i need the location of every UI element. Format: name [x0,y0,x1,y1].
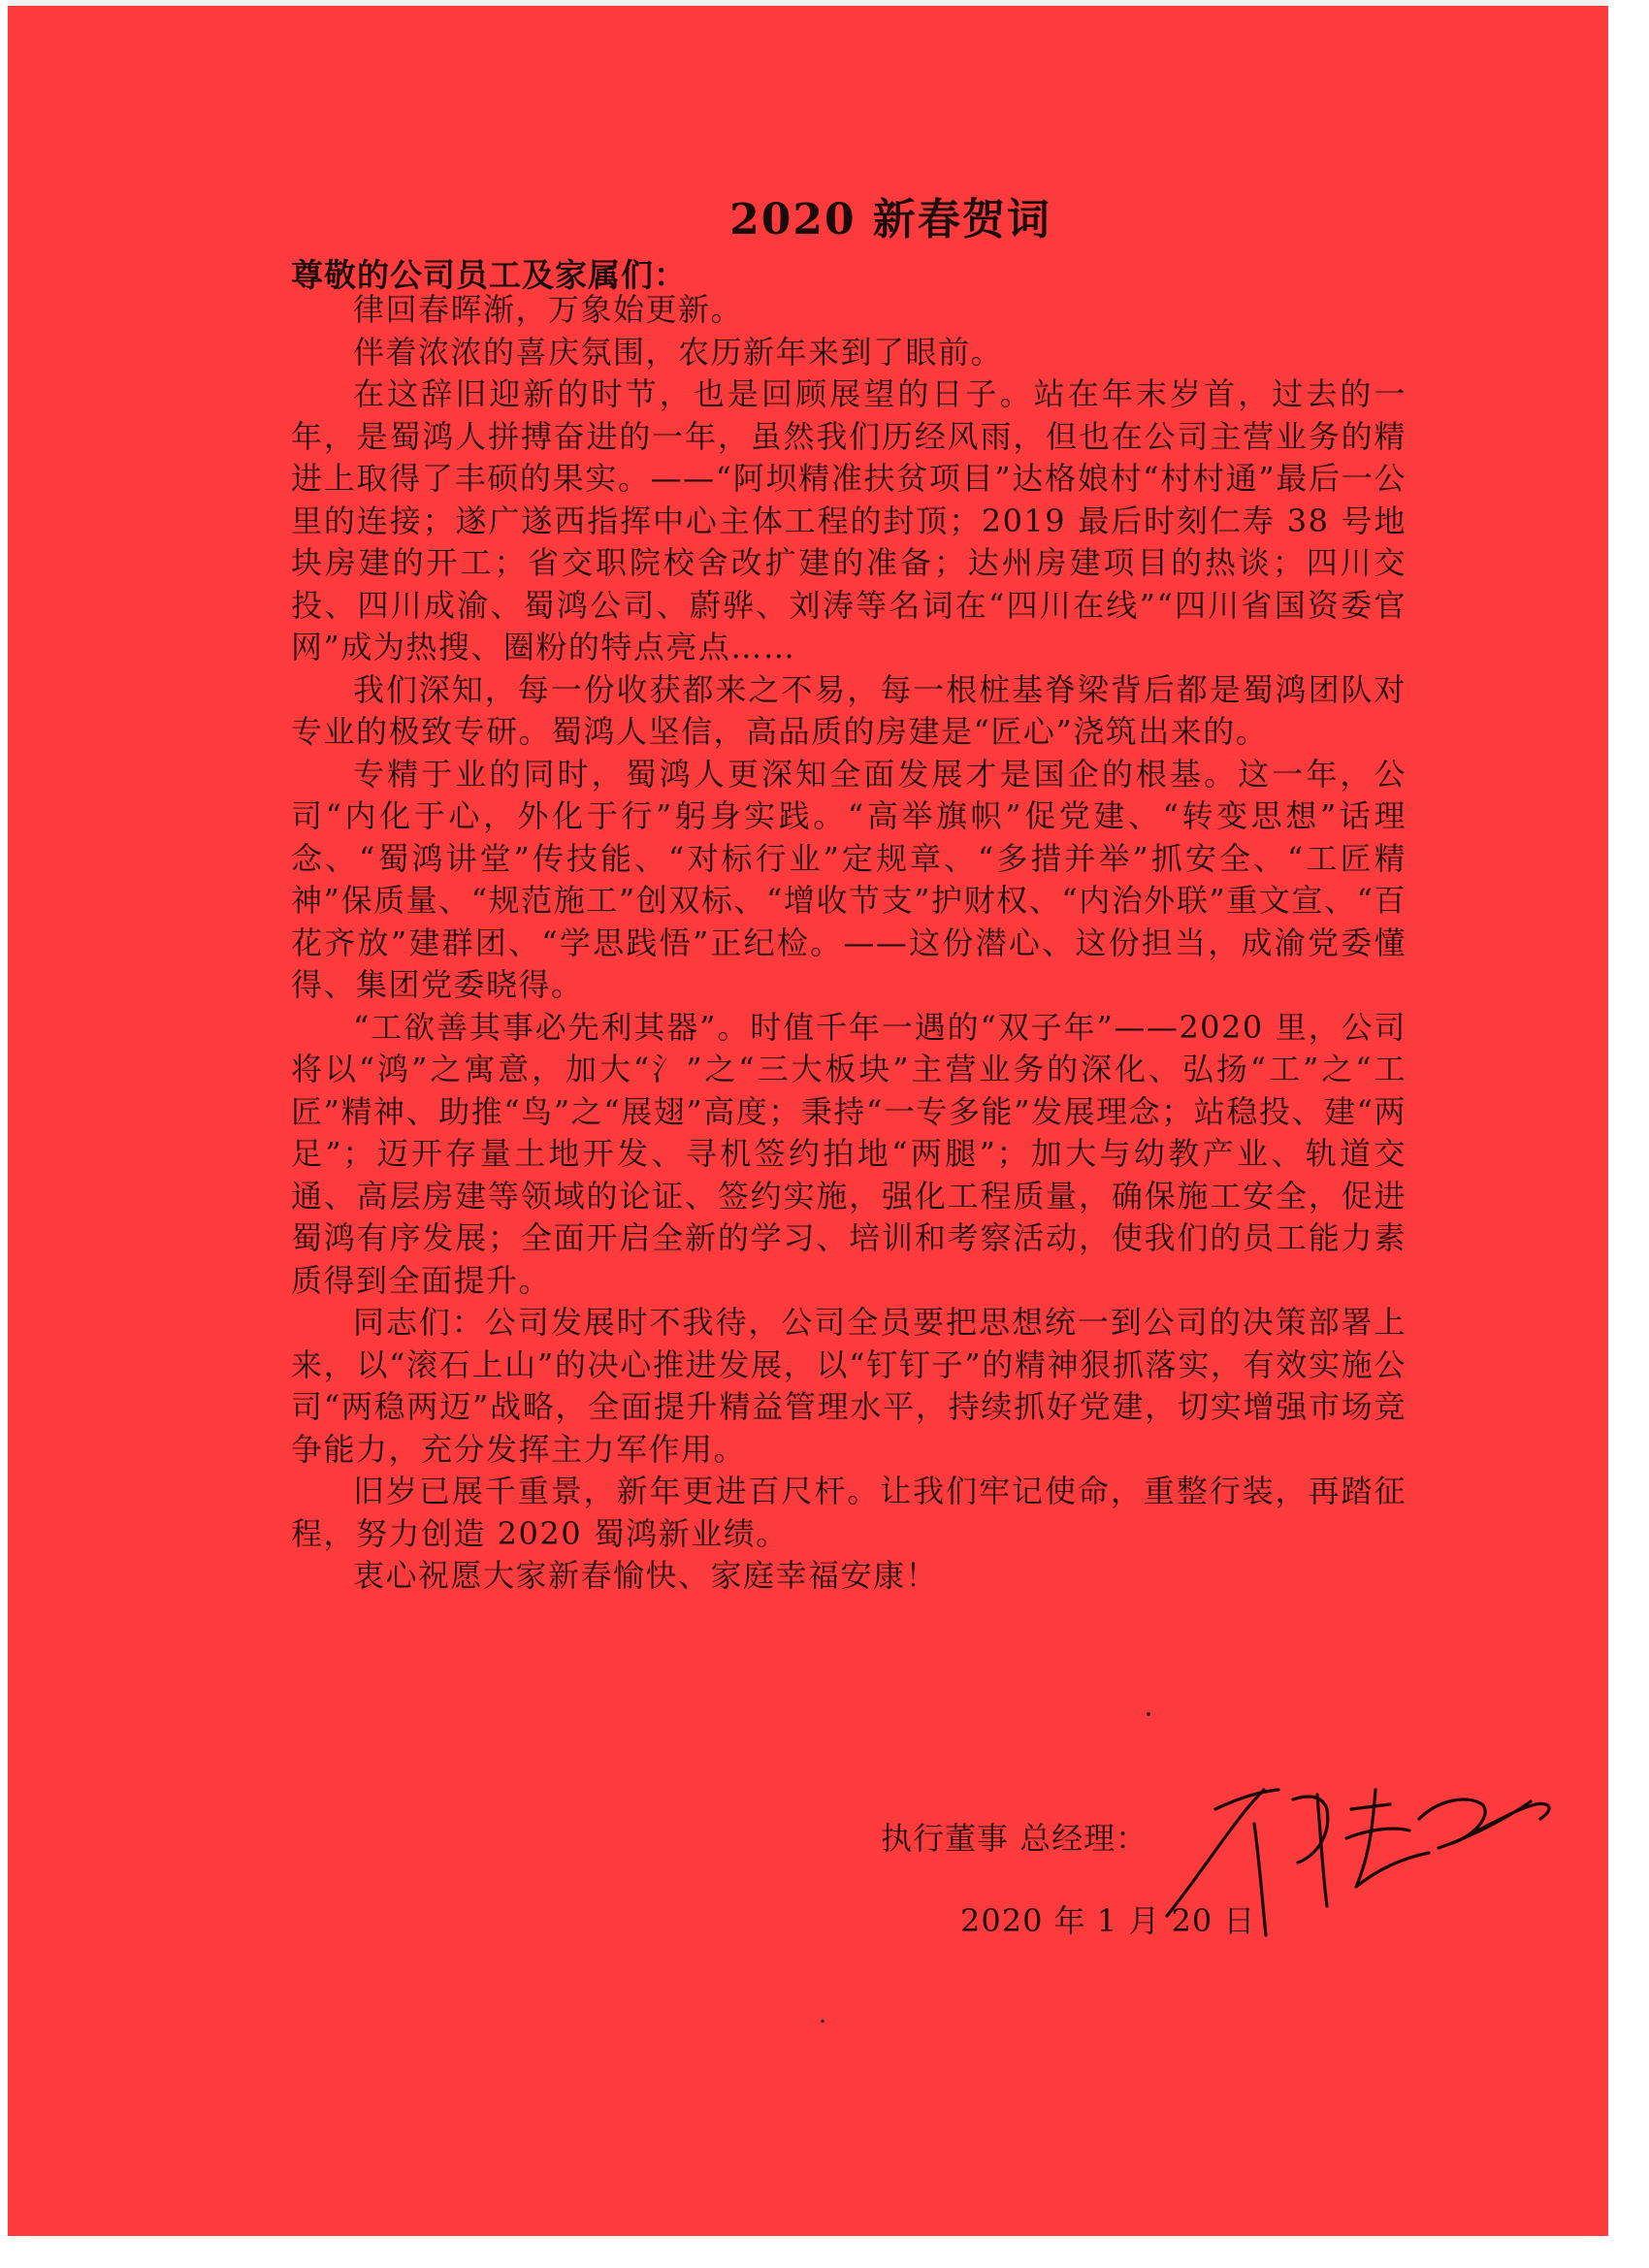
scan-edge [8,0,1608,6]
letter-body [291,289,1406,1598]
scan-speck [821,2020,824,2023]
paragraph: 我们深知，每一份收获都来之不易，每一根桩基脊梁背后都是蜀鸿团队对专业的极致专研。蜀鸿人坚信，高品质的房建是“匠心”浇筑出来的。 [291,670,1406,750]
letter-page [8,0,1608,2236]
paragraph: 专精于业的同时，蜀鸿人更深知全面发展才是国企的根基。这一年，公司“内化于心，外化于行”躬身实践。“高举旗帜”促党建、“转变思想”话理念、“蜀鸿讲堂”传技能、“对标行业”定规章、“多措并举”抓安全、“工匠精神”保质量、“规范施工”创双标、“增收节支”护财权、“内治外联”重文宣、“百花齐放”建群团、“学思践悟”正纪检。——这份潜心、这份担当，成渝党委懂得、集团党委晓得。 [291,755,1406,1003]
salutation: 尊敬的公司员工及家属们： [291,256,687,294]
paragraph: 衷心祝愿大家新春愉快、家庭幸福安康！ [353,1557,939,1594]
paragraph: 旧岁已展千重景，新年更进百尺杆。让我们牢记使命，重整行装，再踏征程，努力创造 2020 蜀鸿新业绩。 [291,1473,1406,1552]
paragraph: 在这辞旧迎新的时节，也是回顾展望的日子。站在年末岁首，过去的一年，是蜀鸿人拼搏奋进的一年，虽然我们历经风雨，但也在公司主营业务的精进上取得了丰硕的果实。——“阿坝精准扶贫项目”达格娘村“村村通”最后一公里的连接；遂广遂西指挥中心主体工程的封顶；2019 最后时刻仁寿 38 号地块房建的开工；省交职院校舍改扩建的准备；达州房建项目的热谈；四川交投、四川成渝、蜀鸿公司、蔚骅、刘涛等名词在“四川在线”“四川省国资委官网”成为热搜、圈粉的特点亮点…… [291,375,1406,665]
scan-speck [1147,1712,1150,1716]
letter-title: 2020 新春贺词 [729,195,1051,244]
signer-title: 执行董事 总经理： [881,1820,1148,1857]
paragraph: 律回春晖渐，万象始更新。 [353,291,744,328]
paragraph: 伴着浓浓的喜庆氛围，农历新年来到了眼前。 [353,333,1004,371]
paragraph: 同志们：公司发展时不我待，公司全员要把思想统一到公司的决策部署上来，以“滚石上山”的决心推进发展，以“钉钉子”的精神狠抓落实，有效实施公司“两稳两迈”战略，全面提升精益管理水平，持续抓好党建，切实增强市场竞争能力，充分发挥主力军作用。 [291,1304,1406,1468]
paragraph: “工欲善其事必先利其器”。时值千年一遇的“双子年”——2020 里，公司将以“鸿”之寓意，加大“氵”之“三大板块”主营业务的深化、弘扬“工”之“工匠”精神、助推“鸟”之“展翅”高度；秉持“一专多能”发展理念；站稳投、建“两足”；迈开存量土地开发、寻机签约拍地“两腿”；加大与幼教产业、轨道交通、高层房建等领域的论证、签约实施，强化工程质量，确保施工安全，促进蜀鸿有序发展；全面开启全新的学习、培训和考察活动，使我们的员工能力素质得到全面提升。 [291,1008,1406,1299]
letter-date: 2020 年 1 月 20 日 [960,1902,1256,1939]
